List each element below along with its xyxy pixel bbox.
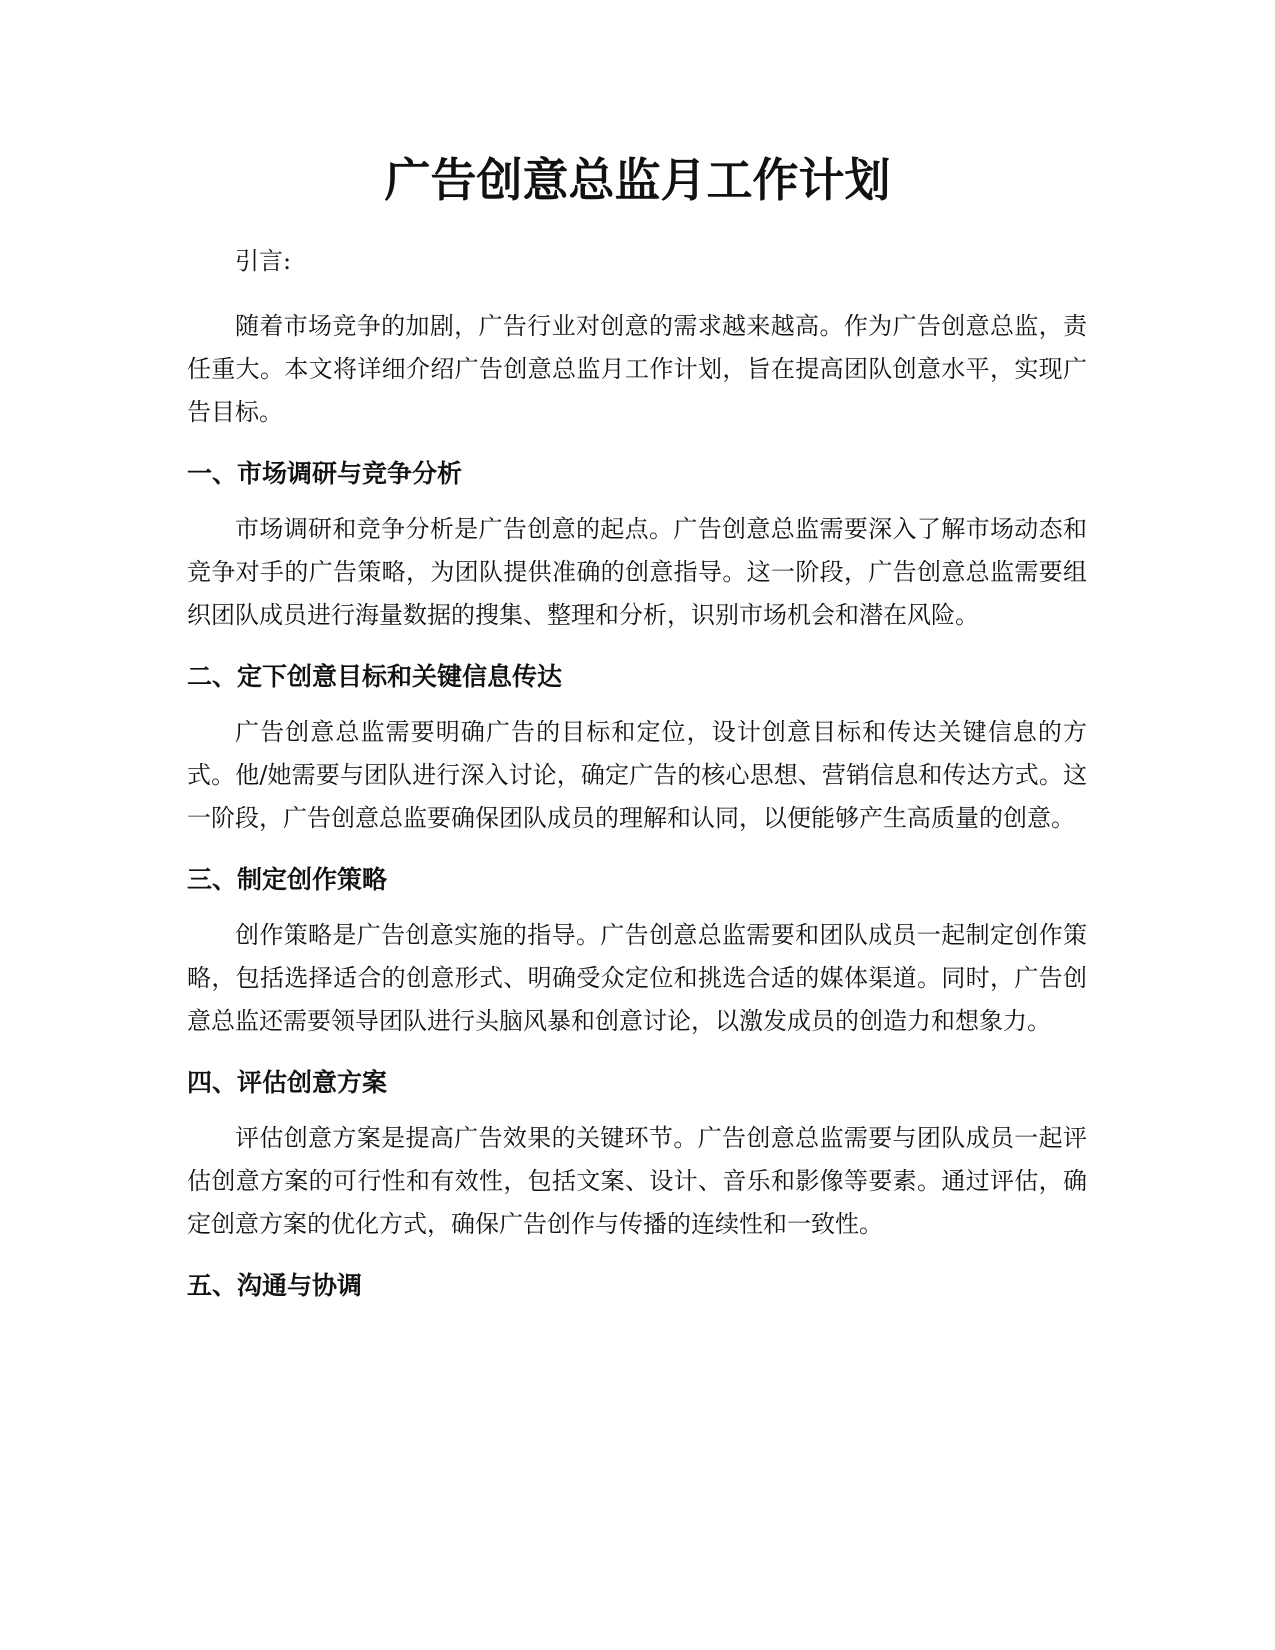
section-1: [187, 454, 1087, 637]
intro-label: 引言:: [235, 247, 292, 275]
section-4: [187, 1063, 1087, 1246]
section-heading: 五、沟通与协调: [187, 1271, 363, 1300]
section-2: [187, 657, 1087, 840]
section-paragraph: 创作策略是广告创意实施的指导。广告创意总监需要和团队成员一起制定创作策略，包括选择适合的创意形式、明确受众定位和挑选合适的媒体渠道。同时，广告创意总监还需要领导团队进行头脑风暴和创意讨论，以激发成员的创造力和想象力。: [187, 921, 1087, 1035]
section-heading: 三、制定创作策略: [187, 865, 388, 894]
section-paragraph: 市场调研和竞争分析是广告创意的起点。广告创意总监需要深入了解市场动态和竞争对手的广告策略，为团队提供准确的创意指导。这一阶段，广告创意总监需要组织团队成员进行海量数据的搜集、整理和分析，识别市场机会和潜在风险。: [187, 515, 1087, 629]
section-heading: 四、评估创意方案: [187, 1068, 388, 1097]
section-paragraph: 广告创意总监需要明确广告的目标和定位，设计创意目标和传达关键信息的方式。他/她需要与团队进行深入讨论，确定广告的核心思想、营销信息和传达方式。这一阶段，广告创意总监要确保团队成员的理解和认同，以便能够产生高质量的创意。: [187, 718, 1087, 832]
section-heading: 一、市场调研与竞争分析: [187, 459, 463, 488]
intro-paragraph: 随着市场竞争的加剧，广告行业对创意的需求越来越高。作为广告创意总监，责任重大。本文将详细介绍广告创意总监月工作计划，旨在提高团队创意水平，实现广告目标。: [187, 312, 1087, 426]
section-5: [187, 1266, 1087, 1306]
page-title: 广告创意总监月工作计划: [384, 153, 891, 207]
section-3: [187, 860, 1087, 1043]
section-heading: 二、定下创意目标和关键信息传达: [187, 662, 563, 691]
section-paragraph: 评估创意方案是提高广告效果的关键环节。广告创意总监需要与团队成员一起评估创意方案的可行性和有效性，包括文案、设计、音乐和影像等要素。通过评估，确定创意方案的优化方式，确保广告创作与传播的连续性和一致性。: [187, 1124, 1087, 1238]
document-body: [187, 240, 1087, 1320]
